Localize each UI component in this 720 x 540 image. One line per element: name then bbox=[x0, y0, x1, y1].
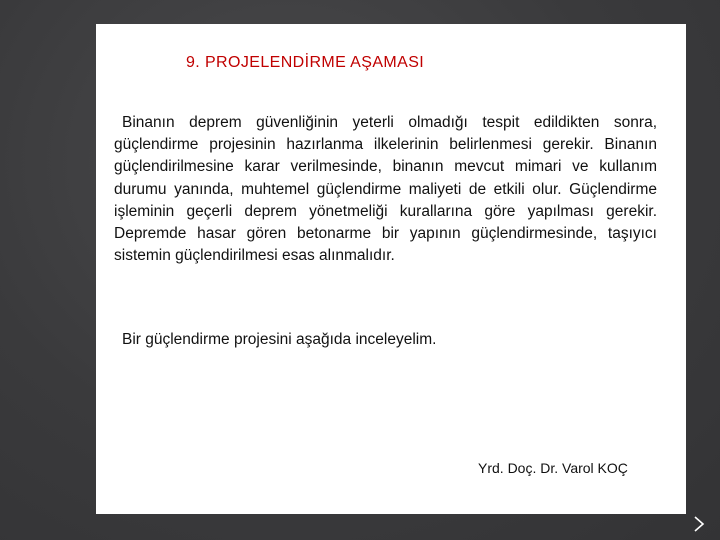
content-panel bbox=[96, 24, 686, 514]
author-name: Yrd. Doç. Dr. Varol KOÇ bbox=[478, 460, 628, 476]
slide-title: 9. PROJELENDİRME AŞAMASI bbox=[186, 54, 425, 71]
body-paragraph: Binanın deprem güvenliğinin yeterli olmadığı tespit edildikten sonra, güçlendirme projesinin hazırlanma ilkelerinin belirlenmesi gerekir. Binanın güçlendirilmesine karar verilmesinde, binanın mevcut mimari ve kullanım durumu yanında, muhtemel güçlendirme maliyeti de etkili olur. Güçlendirme işleminin geçerli deprem yönetmeliği kurallarına göre yapılması gerekir. Depremde hasar gören betonarme bir yapının güçlendirmesinde, taşıyıcı sistemin güçlendirilmesi esas alınmalıdır. bbox=[114, 114, 657, 265]
intro-line: Bir güçlendirme projesini aşağıda inceleyelim. bbox=[122, 331, 437, 348]
chevron-right-icon[interactable] bbox=[690, 515, 708, 533]
